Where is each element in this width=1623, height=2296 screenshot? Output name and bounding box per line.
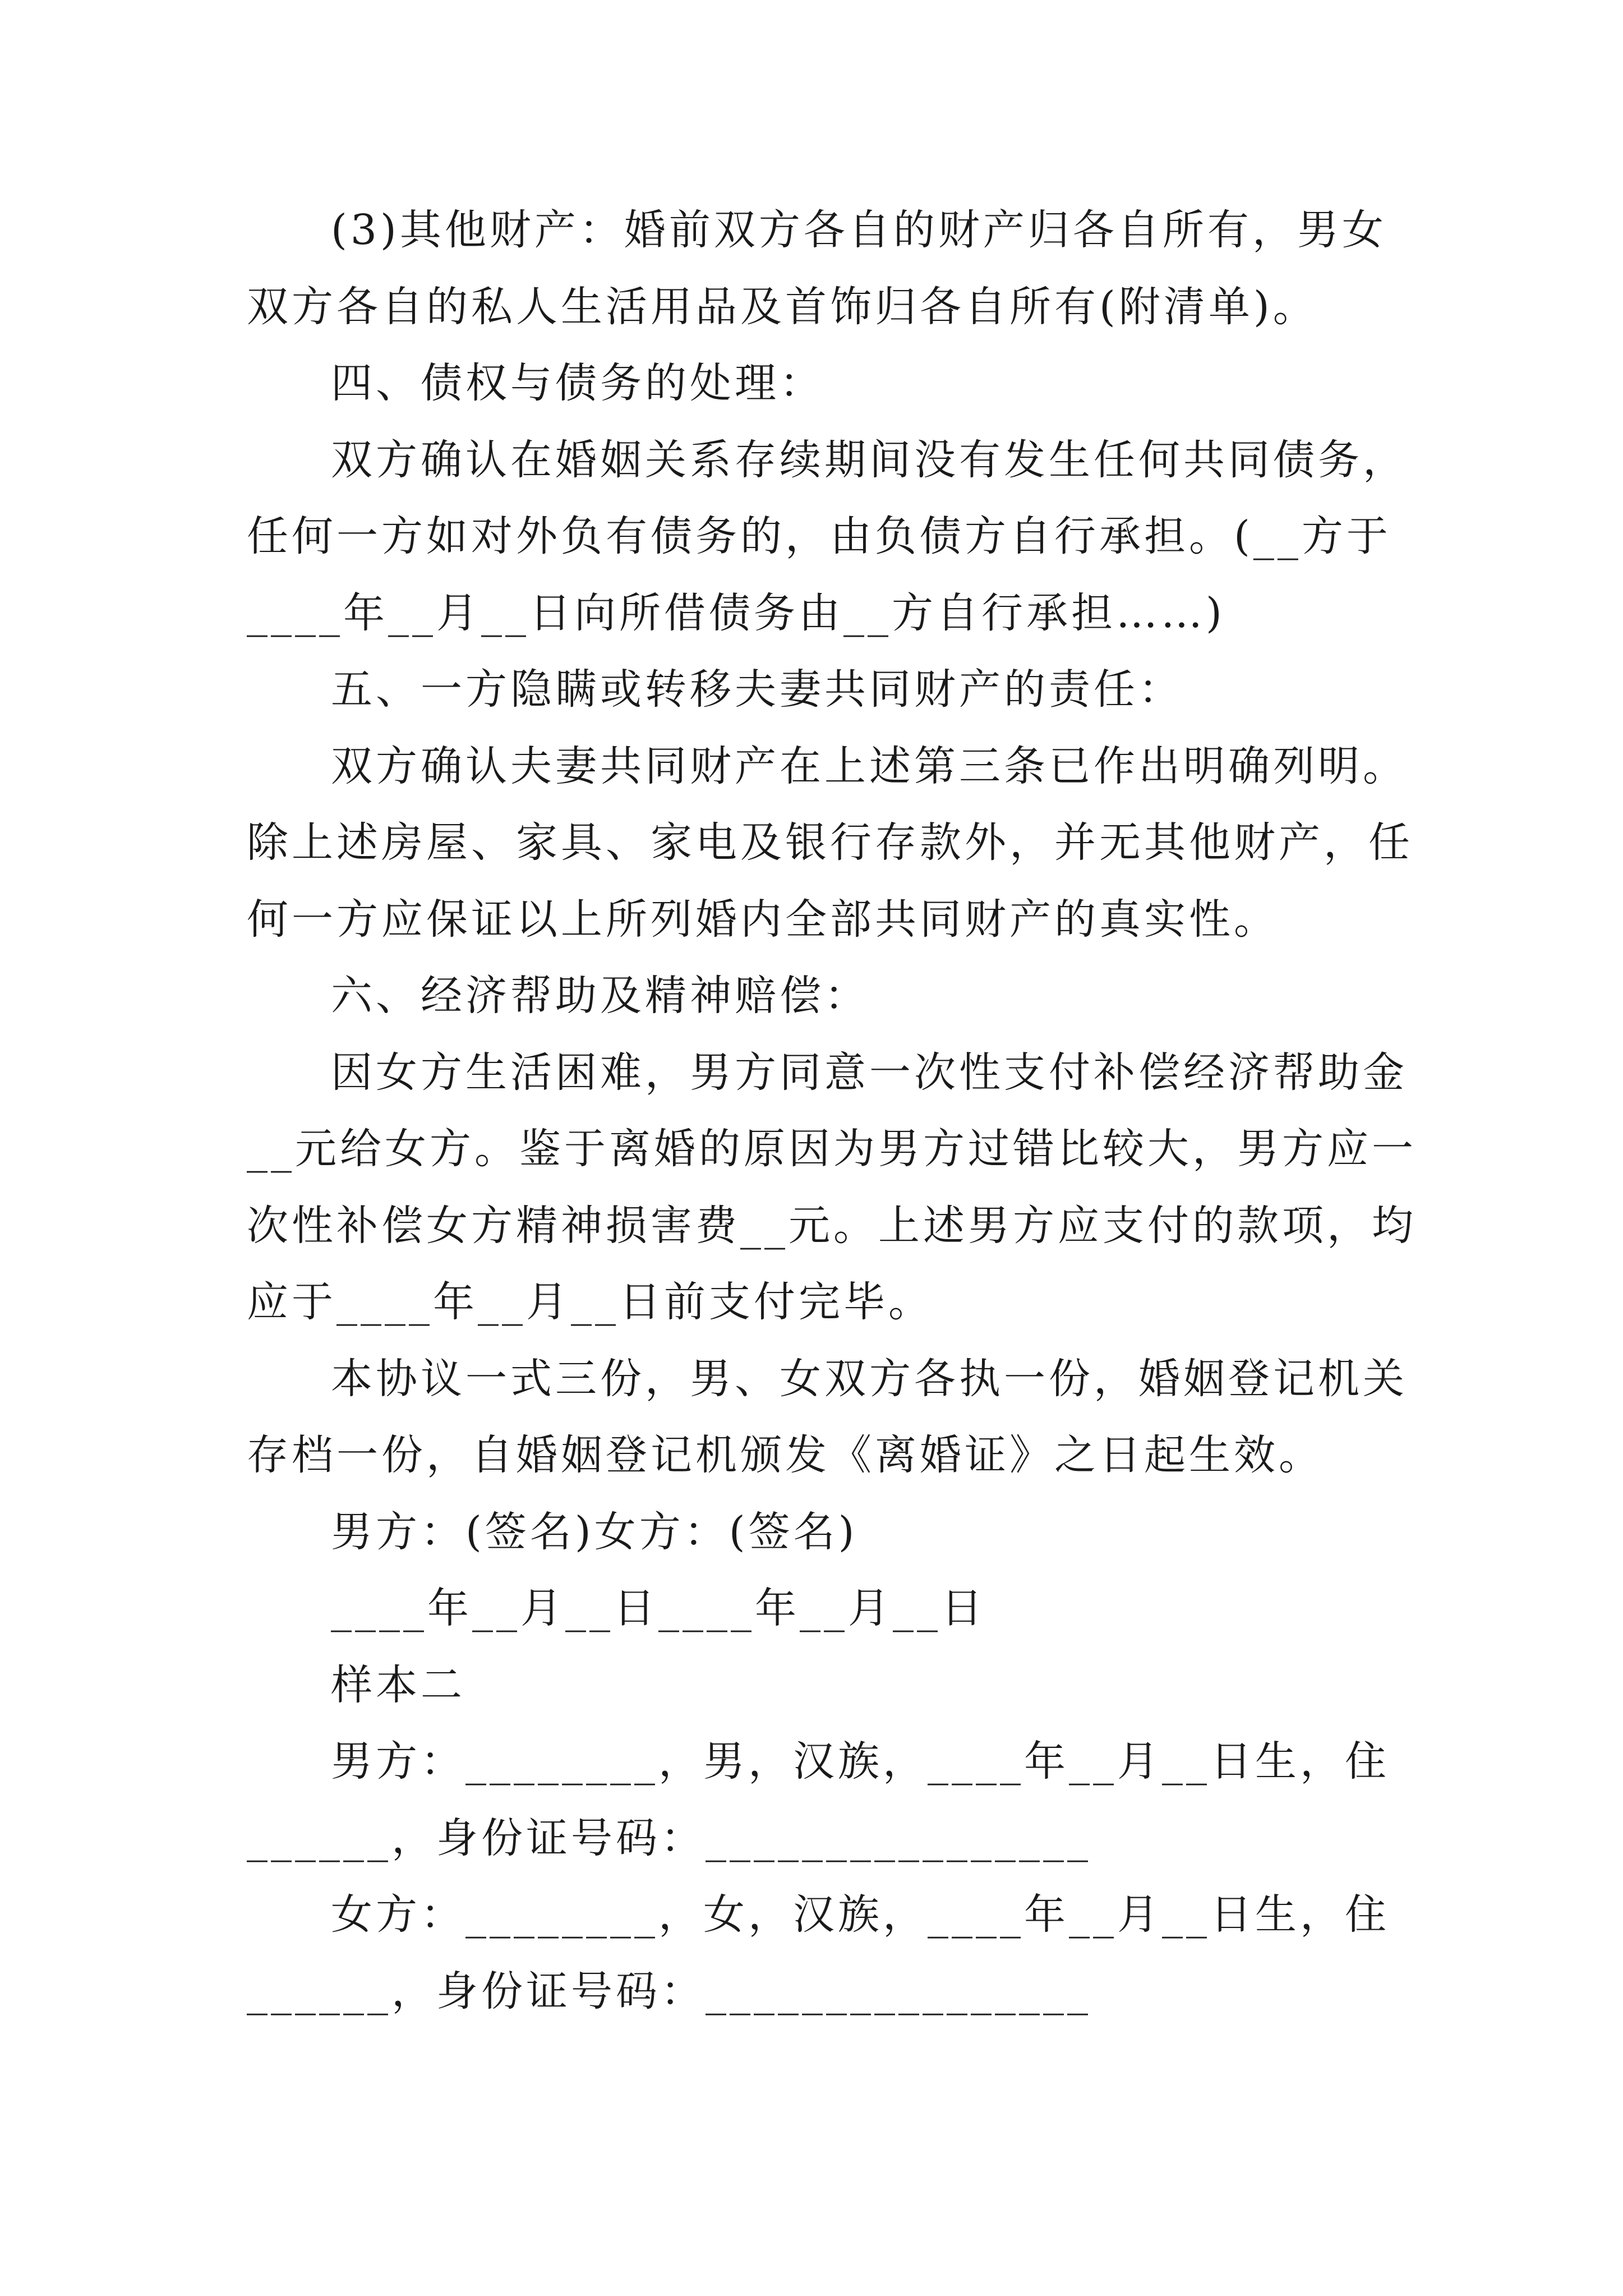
text-line-compensation-2: __元给女方。鉴于离婚的原因为男方过错比较大，男方应一	[247, 1125, 1417, 1173]
signature-date-line: ____年__月__日____年__月__日	[331, 1584, 986, 1632]
section-heading-compensation: 六、经济帮助及精神赔偿：	[331, 972, 869, 1020]
text-line-compensation-4: 应于____年__月__日前支付完毕。	[247, 1278, 933, 1326]
sample-heading: 样本二	[331, 1660, 465, 1709]
text-line-male-info-1: 男方：________，男，汉族，____年__月__日生，住	[331, 1737, 1390, 1786]
text-line-compensation-3: 次性补偿女方精神损害费__元。上述男方应支付的款项，均	[247, 1201, 1417, 1250]
text-line-copies-1: 本协议一式三份，男、女双方各执一份，婚姻登记机关	[331, 1354, 1408, 1403]
text-line-other-property: (3)其他财产：婚前双方各自的财产归各自所有，男女	[331, 206, 1387, 254]
text-line-compensation-1: 因女方生活困难，男方同意一次性支付补偿经济帮助金	[331, 1048, 1408, 1097]
text-line-female-info-2: ______，身份证号码：________________	[247, 1967, 1091, 2016]
text-line-debts-1: 双方确认在婚姻关系存续期间没有发生任何共同债务，	[331, 435, 1408, 484]
section-heading-debts: 四、债权与债务的处理：	[331, 359, 824, 407]
text-line-personal-items: 双方各自的私人生活用品及首饰归各自所有(附清单)。	[247, 282, 1318, 331]
text-line-concealment-1: 双方确认夫妻共同财产在上述第三条已作出明确列明。	[331, 742, 1408, 790]
text-line-debts-2: 任何一方如对外负有债务的，由负债方自行承担。(__方于	[247, 512, 1391, 560]
text-line-copies-2: 存档一份，自婚姻登记机颁发《离婚证》之日起生效。	[247, 1431, 1324, 1479]
text-line-female-info-1: 女方：________，女，汉族，____年__月__日生，住	[331, 1890, 1390, 1939]
text-line-concealment-3: 何一方应保证以上所列婚内全部共同财产的真实性。	[247, 895, 1279, 944]
section-heading-concealment: 五、一方隐瞒或转移夫妻共同财产的责任：	[331, 665, 1183, 714]
text-line-concealment-2: 除上述房屋、家具、家电及银行存款外，并无其他财产，任	[247, 818, 1413, 867]
signature-line: 男方：(签名)女方：(签名)	[331, 1507, 858, 1556]
text-line-debts-3: ____年__月__日向所借债务由__方自行承担……)	[247, 588, 1225, 637]
document-body	[247, 192, 1417, 2030]
text-line-male-info-2: ______，身份证号码：________________	[247, 1814, 1091, 1862]
